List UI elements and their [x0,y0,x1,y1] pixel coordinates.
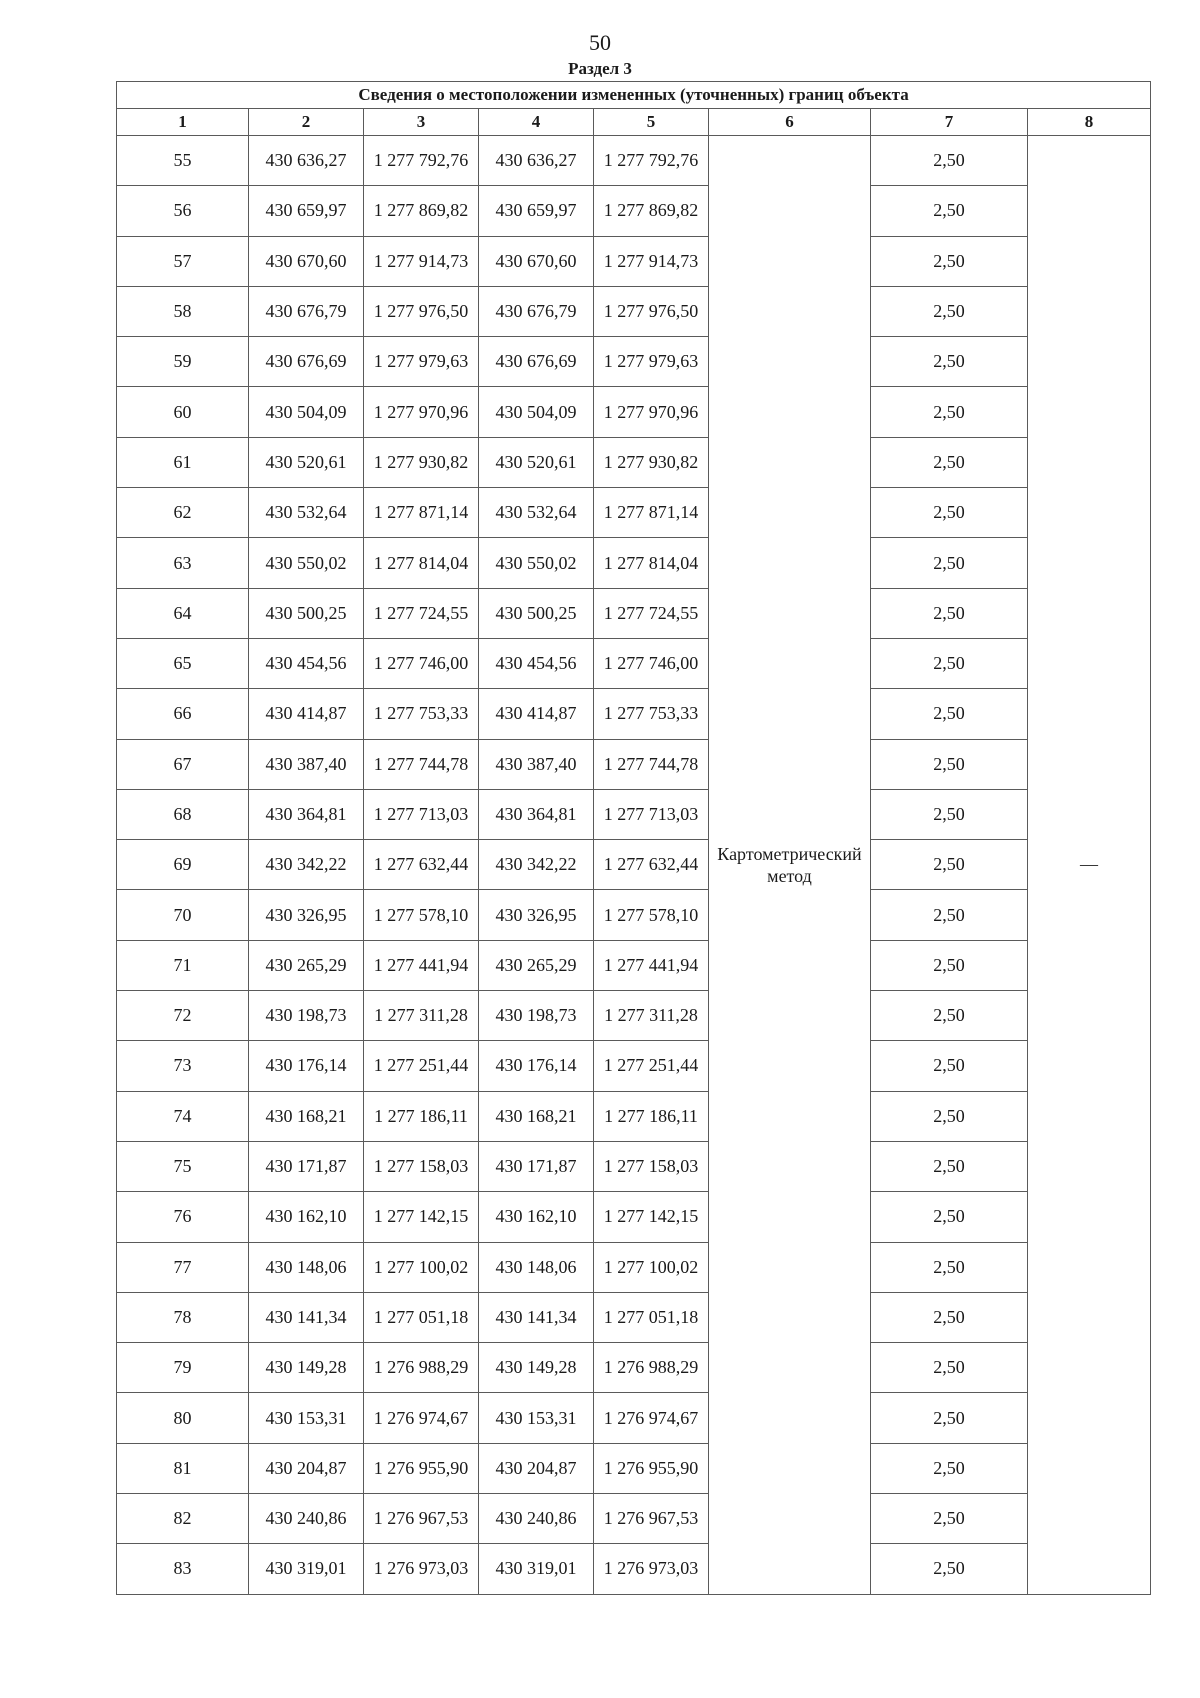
y-existing-cell: 1 277 914,73 [364,236,479,286]
y-new-cell: 1 277 814,04 [594,538,709,588]
column-number: 6 [709,109,871,136]
x-new-cell: 430 149,28 [479,1343,594,1393]
table-row [117,1141,1151,1191]
x-existing-cell: 430 532,64 [249,488,364,538]
point-number-cell: 57 [117,236,249,286]
y-new-cell: 1 277 100,02 [594,1242,709,1292]
column-number: 5 [594,109,709,136]
point-number-cell: 76 [117,1192,249,1242]
x-new-cell: 430 500,25 [479,588,594,638]
x-new-cell: 430 520,61 [479,437,594,487]
method-cell: Картометрический метод [709,136,871,1595]
point-number-cell: 72 [117,991,249,1041]
point-number-cell: 55 [117,136,249,186]
y-new-cell: 1 277 914,73 [594,236,709,286]
table-row [117,890,1151,940]
table-row [117,1242,1151,1292]
table-row [117,387,1151,437]
column-number: 2 [249,109,364,136]
y-existing-cell: 1 276 974,67 [364,1393,479,1443]
accuracy-cell: 2,50 [871,789,1028,839]
accuracy-cell: 2,50 [871,1494,1028,1544]
y-existing-cell: 1 277 746,00 [364,638,479,688]
table-row [117,840,1151,890]
point-number-cell: 66 [117,689,249,739]
y-new-cell: 1 277 158,03 [594,1141,709,1191]
y-existing-cell: 1 277 441,94 [364,940,479,990]
y-existing-cell: 1 277 051,18 [364,1292,479,1342]
point-number-cell: 83 [117,1544,249,1594]
x-existing-cell: 430 176,14 [249,1041,364,1091]
x-new-cell: 430 265,29 [479,940,594,990]
accuracy-cell: 2,50 [871,1141,1028,1191]
point-number-cell: 71 [117,940,249,990]
x-existing-cell: 430 670,60 [249,236,364,286]
table-row [117,337,1151,387]
x-existing-cell: 430 162,10 [249,1192,364,1242]
table-row [117,789,1151,839]
y-new-cell: 1 277 744,78 [594,739,709,789]
point-number-cell: 58 [117,286,249,336]
y-existing-cell: 1 277 753,33 [364,689,479,739]
table-row [117,1494,1151,1544]
y-new-cell: 1 276 974,67 [594,1393,709,1443]
accuracy-cell: 2,50 [871,1393,1028,1443]
y-existing-cell: 1 277 976,50 [364,286,479,336]
y-new-cell: 1 277 632,44 [594,840,709,890]
x-new-cell: 430 550,02 [479,538,594,588]
x-existing-cell: 430 676,79 [249,286,364,336]
table-row [117,437,1151,487]
table-row [117,1343,1151,1393]
x-existing-cell: 430 326,95 [249,890,364,940]
x-new-cell: 430 198,73 [479,991,594,1041]
table-row [117,538,1151,588]
y-existing-cell: 1 277 632,44 [364,840,479,890]
accuracy-cell: 2,50 [871,840,1028,890]
point-number-cell: 60 [117,387,249,437]
accuracy-cell: 2,50 [871,437,1028,487]
y-existing-cell: 1 277 100,02 [364,1242,479,1292]
point-number-cell: 63 [117,538,249,588]
x-new-cell: 430 319,01 [479,1544,594,1594]
accuracy-cell: 2,50 [871,1192,1028,1242]
table-row [117,136,1151,186]
y-new-cell: 1 277 724,55 [594,588,709,638]
point-number-cell: 79 [117,1343,249,1393]
y-new-cell: 1 277 142,15 [594,1192,709,1242]
x-new-cell: 430 148,06 [479,1242,594,1292]
x-existing-cell: 430 520,61 [249,437,364,487]
y-new-cell: 1 277 746,00 [594,638,709,688]
y-new-cell: 1 277 792,76 [594,136,709,186]
x-existing-cell: 430 141,34 [249,1292,364,1342]
section-title: Раздел 3 [568,59,632,78]
x-new-cell: 430 387,40 [479,739,594,789]
x-existing-cell: 430 149,28 [249,1343,364,1393]
x-new-cell: 430 153,31 [479,1393,594,1443]
table-row [117,1091,1151,1141]
x-new-cell: 430 176,14 [479,1041,594,1091]
accuracy-cell: 2,50 [871,538,1028,588]
point-number-cell: 70 [117,890,249,940]
accuracy-cell: 2,50 [871,890,1028,940]
point-number-cell: 77 [117,1242,249,1292]
y-new-cell: 1 277 979,63 [594,337,709,387]
table-row [117,1544,1151,1594]
x-existing-cell: 430 240,86 [249,1494,364,1544]
x-new-cell: 430 670,60 [479,236,594,286]
y-existing-cell: 1 277 930,82 [364,437,479,487]
table-caption: Сведения о местоположении измененных (уточненных) границ объекта [117,82,1151,109]
table-row [117,940,1151,990]
table-row [117,588,1151,638]
x-existing-cell: 430 168,21 [249,1091,364,1141]
column-number: 8 [1028,109,1151,136]
y-existing-cell: 1 276 955,90 [364,1443,479,1493]
column-number: 7 [871,109,1028,136]
x-existing-cell: 430 204,87 [249,1443,364,1493]
x-new-cell: 430 240,86 [479,1494,594,1544]
x-existing-cell: 430 171,87 [249,1141,364,1191]
accuracy-cell: 2,50 [871,1544,1028,1594]
table-row [117,488,1151,538]
x-existing-cell: 430 265,29 [249,940,364,990]
x-existing-cell: 430 414,87 [249,689,364,739]
y-new-cell: 1 277 753,33 [594,689,709,739]
point-number-cell: 82 [117,1494,249,1544]
x-new-cell: 430 364,81 [479,789,594,839]
x-existing-cell: 430 148,06 [249,1242,364,1292]
accuracy-cell: 2,50 [871,739,1028,789]
table-row [117,1393,1151,1443]
accuracy-cell: 2,50 [871,286,1028,336]
point-number-cell: 61 [117,437,249,487]
x-new-cell: 430 676,69 [479,337,594,387]
point-number-cell: 73 [117,1041,249,1091]
y-existing-cell: 1 277 713,03 [364,789,479,839]
x-existing-cell: 430 636,27 [249,136,364,186]
x-existing-cell: 430 364,81 [249,789,364,839]
y-existing-cell: 1 277 871,14 [364,488,479,538]
y-new-cell: 1 277 713,03 [594,789,709,839]
point-number-cell: 75 [117,1141,249,1191]
x-new-cell: 430 676,79 [479,286,594,336]
x-new-cell: 430 168,21 [479,1091,594,1141]
table-row [117,1443,1151,1493]
accuracy-cell: 2,50 [871,991,1028,1041]
x-existing-cell: 430 550,02 [249,538,364,588]
accuracy-cell: 2,50 [871,136,1028,186]
x-new-cell: 430 414,87 [479,689,594,739]
point-number-cell: 64 [117,588,249,638]
note-cell: — [1028,136,1151,1595]
point-number-cell: 78 [117,1292,249,1342]
table-row [117,1192,1151,1242]
x-new-cell: 430 659,97 [479,186,594,236]
y-existing-cell: 1 277 869,82 [364,186,479,236]
point-number-cell: 62 [117,488,249,538]
point-number-cell: 67 [117,739,249,789]
table-row [117,186,1151,236]
coordinates-table [116,81,1151,1595]
x-existing-cell: 430 659,97 [249,186,364,236]
point-number-cell: 56 [117,186,249,236]
accuracy-cell: 2,50 [871,236,1028,286]
column-number: 3 [364,109,479,136]
x-new-cell: 430 532,64 [479,488,594,538]
point-number-cell: 81 [117,1443,249,1493]
x-new-cell: 430 454,56 [479,638,594,688]
x-new-cell: 430 326,95 [479,890,594,940]
column-number-row [117,109,1151,136]
y-new-cell: 1 276 955,90 [594,1443,709,1493]
point-number-cell: 69 [117,840,249,890]
x-existing-cell: 430 500,25 [249,588,364,638]
point-number-cell: 68 [117,789,249,839]
x-new-cell: 430 504,09 [479,387,594,437]
accuracy-cell: 2,50 [871,1041,1028,1091]
y-existing-cell: 1 276 988,29 [364,1343,479,1393]
accuracy-cell: 2,50 [871,488,1028,538]
page-number: 50 [589,30,611,55]
y-existing-cell: 1 277 724,55 [364,588,479,638]
x-new-cell: 430 162,10 [479,1192,594,1242]
y-existing-cell: 1 277 970,96 [364,387,479,437]
y-existing-cell: 1 277 311,28 [364,991,479,1041]
accuracy-cell: 2,50 [871,1091,1028,1141]
x-existing-cell: 430 504,09 [249,387,364,437]
x-existing-cell: 430 198,73 [249,991,364,1041]
accuracy-cell: 2,50 [871,337,1028,387]
x-existing-cell: 430 319,01 [249,1544,364,1594]
y-new-cell: 1 277 186,11 [594,1091,709,1141]
y-new-cell: 1 277 578,10 [594,890,709,940]
y-existing-cell: 1 277 578,10 [364,890,479,940]
y-new-cell: 1 277 311,28 [594,991,709,1041]
y-new-cell: 1 276 988,29 [594,1343,709,1393]
y-existing-cell: 1 277 142,15 [364,1192,479,1242]
y-new-cell: 1 277 441,94 [594,940,709,990]
x-new-cell: 430 342,22 [479,840,594,890]
x-new-cell: 430 141,34 [479,1292,594,1342]
table-row [117,236,1151,286]
y-existing-cell: 1 276 973,03 [364,1544,479,1594]
y-new-cell: 1 277 930,82 [594,437,709,487]
y-existing-cell: 1 277 792,76 [364,136,479,186]
table-row [117,286,1151,336]
x-new-cell: 430 171,87 [479,1141,594,1191]
y-new-cell: 1 277 251,44 [594,1041,709,1091]
y-existing-cell: 1 277 814,04 [364,538,479,588]
y-new-cell: 1 277 976,50 [594,286,709,336]
accuracy-cell: 2,50 [871,1343,1028,1393]
y-existing-cell: 1 276 967,53 [364,1494,479,1544]
table-row [117,739,1151,789]
x-new-cell: 430 636,27 [479,136,594,186]
accuracy-cell: 2,50 [871,588,1028,638]
y-existing-cell: 1 277 979,63 [364,337,479,387]
y-new-cell: 1 277 970,96 [594,387,709,437]
point-number-cell: 74 [117,1091,249,1141]
y-existing-cell: 1 277 186,11 [364,1091,479,1141]
column-number: 4 [479,109,594,136]
point-number-cell: 59 [117,337,249,387]
accuracy-cell: 2,50 [871,940,1028,990]
x-existing-cell: 430 676,69 [249,337,364,387]
table-row [117,689,1151,739]
point-number-cell: 65 [117,638,249,688]
accuracy-cell: 2,50 [871,689,1028,739]
x-existing-cell: 430 454,56 [249,638,364,688]
table-row [117,638,1151,688]
y-new-cell: 1 276 973,03 [594,1544,709,1594]
y-new-cell: 1 277 871,14 [594,488,709,538]
table-body [117,136,1151,1595]
y-new-cell: 1 277 051,18 [594,1292,709,1342]
accuracy-cell: 2,50 [871,1443,1028,1493]
y-new-cell: 1 276 967,53 [594,1494,709,1544]
y-new-cell: 1 277 869,82 [594,186,709,236]
accuracy-cell: 2,50 [871,186,1028,236]
x-existing-cell: 430 153,31 [249,1393,364,1443]
table-row [117,1292,1151,1342]
x-new-cell: 430 204,87 [479,1443,594,1493]
x-existing-cell: 430 387,40 [249,739,364,789]
y-existing-cell: 1 277 158,03 [364,1141,479,1191]
y-existing-cell: 1 277 744,78 [364,739,479,789]
point-number-cell: 80 [117,1393,249,1443]
accuracy-cell: 2,50 [871,1292,1028,1342]
accuracy-cell: 2,50 [871,638,1028,688]
x-existing-cell: 430 342,22 [249,840,364,890]
accuracy-cell: 2,50 [871,1242,1028,1292]
table-row [117,991,1151,1041]
table-row [117,1041,1151,1091]
accuracy-cell: 2,50 [871,387,1028,437]
column-number: 1 [117,109,249,136]
y-existing-cell: 1 277 251,44 [364,1041,479,1091]
